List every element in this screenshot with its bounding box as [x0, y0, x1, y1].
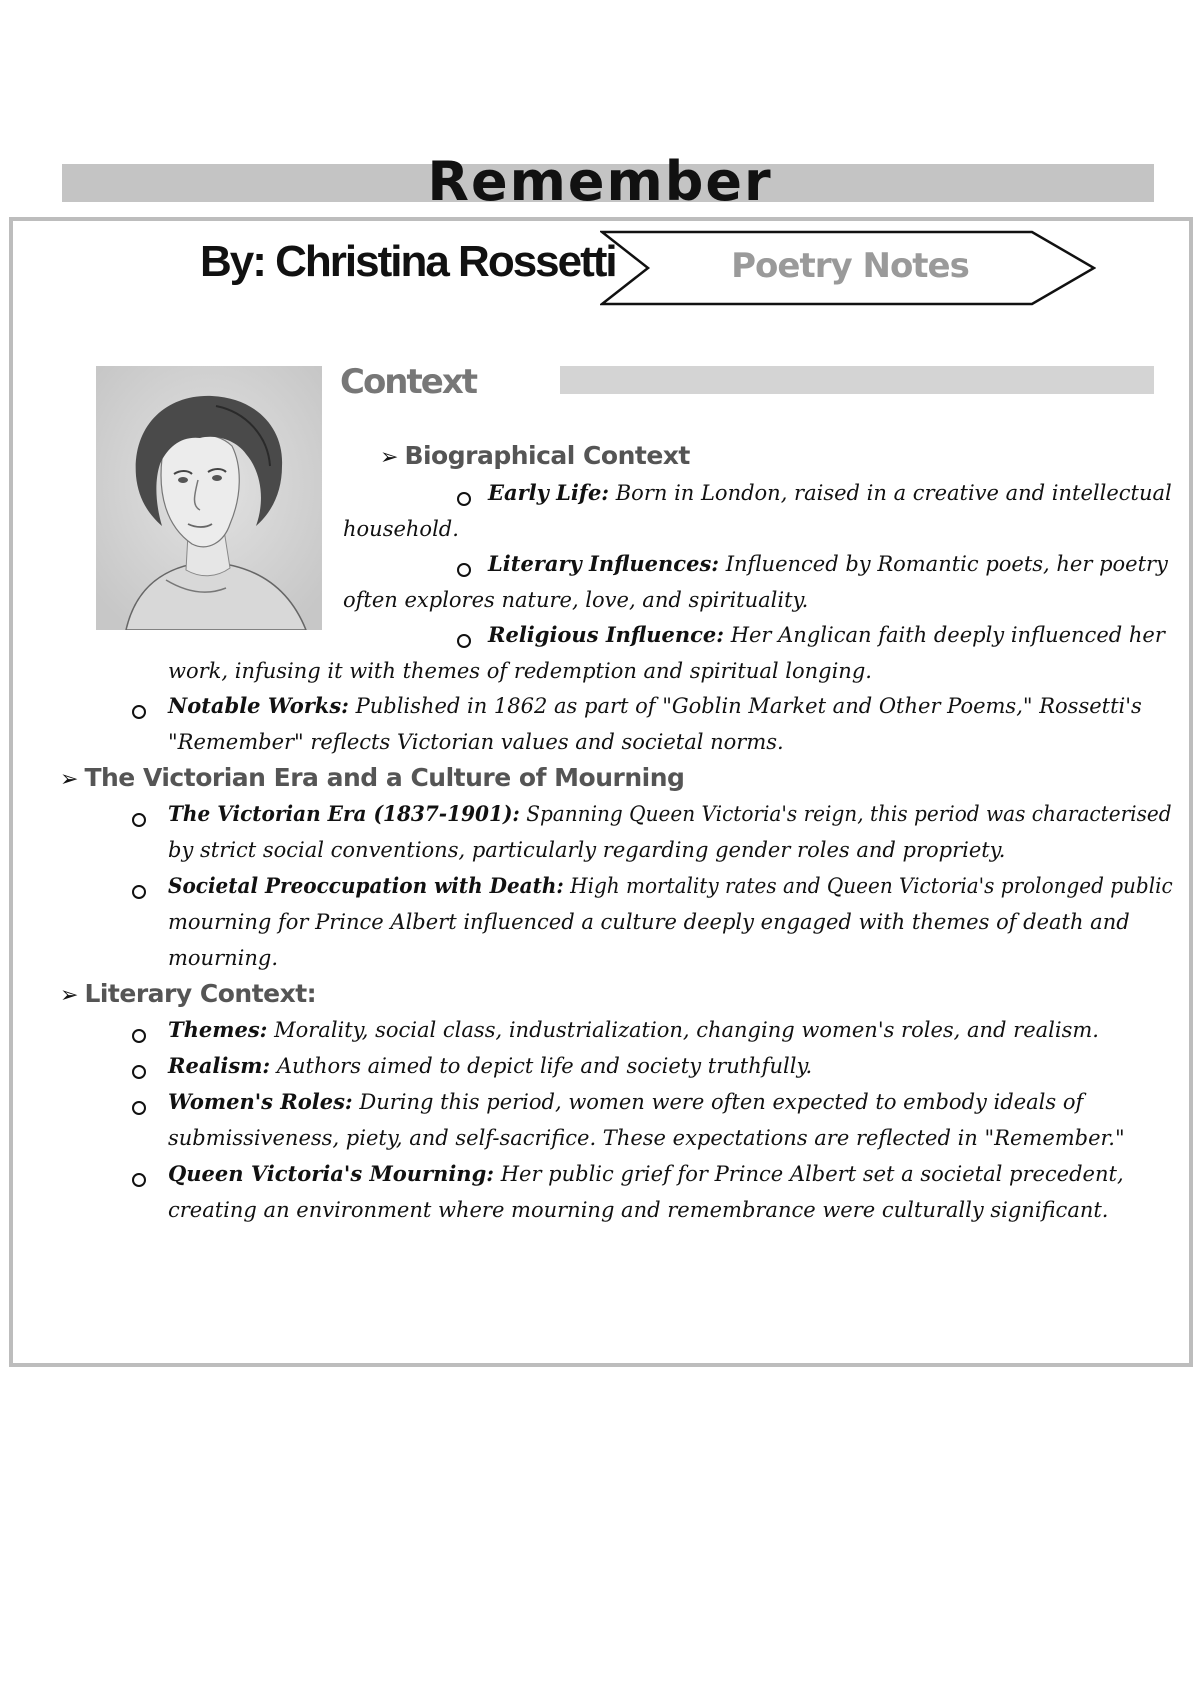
author-byline: By: Christina Rossetti — [200, 237, 616, 286]
religious-influence-line1: Religious Influence: Her Anglican faith deeply influenced her — [488, 622, 1165, 647]
arrow-bullet-icon: ➢ — [60, 767, 85, 792]
item-label: Societal Preoccupation with Death: — [168, 873, 564, 898]
literary-influences-line2: often explores nature, love, and spirituality. — [343, 588, 809, 612]
victorian-era-line2: by strict social conventions, particularly regarding gender roles and propriety. — [168, 838, 1006, 862]
victorian-era-heading — [60, 760, 684, 798]
item-label: The Victorian Era (1837-1901): — [168, 801, 520, 826]
item-label: Notable Works: — [168, 693, 349, 718]
heading-text: Biographical Context — [404, 441, 690, 470]
biographical-context-heading — [380, 438, 690, 476]
item-label: Women's Roles: — [168, 1089, 353, 1114]
poetry-notes-tag — [600, 230, 1096, 306]
womens-roles-line1: Women's Roles: During this period, women were often expected to embody ideals of — [168, 1089, 1084, 1114]
item-label: Religious Influence: — [488, 622, 724, 647]
literary-influences-line1: Literary Influences: Influenced by Romantic poets, her poetry — [488, 551, 1168, 576]
death-line3: mourning. — [168, 946, 279, 970]
notable-works-line1: Notable Works: Published in 1862 as part of "Goblin Market and Other Poems," Rossetti's — [168, 693, 1142, 718]
circle-bullet-icon — [457, 634, 471, 648]
item-label: Realism: — [168, 1053, 271, 1078]
literary-context-heading — [60, 976, 316, 1014]
womens-roles-line2: submissiveness, piety, and self-sacrifice. These expectations are reflected in "Remember." — [168, 1126, 1125, 1150]
victorian-era-line1: The Victorian Era (1837-1901): Spanning Queen Victoria's reign, this period was characterised — [168, 801, 1172, 826]
circle-bullet-icon — [132, 885, 146, 899]
circle-bullet-icon — [132, 813, 146, 827]
death-line1: Societal Preoccupation with Death: High mortality rates and Queen Victoria's prolonged public — [168, 873, 1173, 898]
item-label: Themes: — [168, 1017, 268, 1042]
item-label: Queen Victoria's Mourning: — [168, 1161, 495, 1186]
religious-influence-line2: work, infusing it with themes of redemption and spiritual longing. — [168, 659, 872, 683]
circle-bullet-icon — [132, 705, 146, 719]
circle-bullet-icon — [457, 563, 471, 577]
context-heading: Context — [340, 362, 477, 402]
circle-bullet-icon — [132, 1065, 146, 1079]
early-life-line1: Early Life: Born in London, raised in a creative and intellectual — [488, 480, 1172, 505]
circle-bullet-icon — [132, 1101, 146, 1115]
arrow-bullet-icon: ➢ — [60, 983, 85, 1008]
notable-works-line2: "Remember" reflects Victorian values and societal norms. — [168, 730, 784, 754]
circle-bullet-icon — [132, 1029, 146, 1043]
item-label: Early Life: — [488, 480, 610, 505]
tag-label: Poetry Notes — [731, 246, 969, 286]
context-heading-bar — [560, 366, 1154, 394]
portrait-illustration-icon — [96, 366, 322, 630]
circle-bullet-icon — [457, 492, 471, 506]
early-life-line2: household. — [343, 517, 459, 541]
themes-line1: Themes: Morality, social class, industrialization, changing women's roles, and realism. — [168, 1017, 1099, 1042]
page-title: Remember — [427, 150, 773, 213]
mourning-line2: creating an environment where mourning and remembrance were culturally significant. — [168, 1198, 1109, 1222]
item-label: Literary Influences: — [488, 551, 720, 576]
arrow-bullet-icon: ➢ — [380, 445, 405, 470]
circle-bullet-icon — [132, 1173, 146, 1187]
heading-text: The Victorian Era and a Culture of Mourning — [84, 763, 685, 792]
death-line2: mourning for Prince Albert influenced a culture deeply engaged with themes of death and — [168, 910, 1130, 934]
mourning-line1: Queen Victoria's Mourning: Her public grief for Prince Albert set a societal precedent, — [168, 1161, 1124, 1186]
realism-line1: Realism: Authors aimed to depict life and society truthfully. — [168, 1053, 813, 1078]
heading-text: Literary Context: — [84, 979, 317, 1008]
